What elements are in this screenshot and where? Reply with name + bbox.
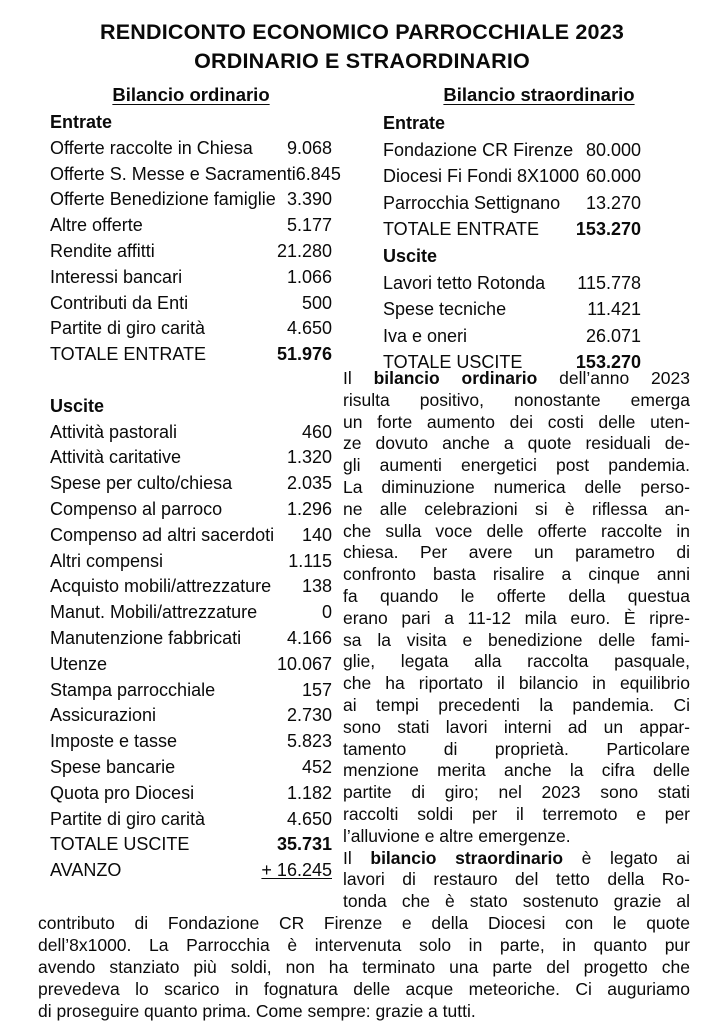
table-row xyxy=(50,858,332,884)
row-label: Uscite xyxy=(50,395,105,416)
row-label: Diocesi Fi Fondi 8X1000 xyxy=(383,166,580,187)
paragraph-line: sa la visita e benedizione delle fami- xyxy=(343,629,690,650)
table-row xyxy=(50,213,332,239)
row-value: 140 xyxy=(301,524,332,545)
row-value: 5.177 xyxy=(286,215,332,236)
heading-bilancio-ordinario: Bilancio ordinario xyxy=(112,84,270,105)
row-label: Compenso al parroco xyxy=(50,498,223,519)
row-label: Spese tecniche xyxy=(383,299,507,320)
row-label: Attività caritative xyxy=(50,447,182,468)
paragraph-line: ai tempi precedenti la pandemia. Ci xyxy=(343,694,690,715)
paragraph-line: Il bilancio straordinario è legato ai xyxy=(343,847,690,868)
paragraph-line: Il bilancio ordinario dell’anno 2023 xyxy=(343,368,690,388)
table-row xyxy=(50,342,332,368)
paragraph-line: che sulla voce delle offerte raccolte in xyxy=(343,520,690,541)
row-label: Partite di giro carità xyxy=(50,808,206,829)
table-row xyxy=(383,163,641,190)
paragraph-line: ze dovuto anche a quote residuali de- xyxy=(343,433,690,454)
section-header-row xyxy=(383,110,641,137)
paragraph-line: contributo di Fondazione CR Firenze e della Diocesi con le quote xyxy=(38,913,690,933)
table-row xyxy=(383,137,641,164)
table-row xyxy=(50,574,332,600)
table-row xyxy=(50,755,332,781)
row-label: Stampa parrocchiale xyxy=(50,679,216,700)
row-label: Entrate xyxy=(50,112,113,132)
paragraph-line: raccolti soldi per il terremoto e per xyxy=(343,803,690,824)
heading-bilancio-straordinario: Bilancio straordinario xyxy=(443,84,635,105)
row-value: 11.421 xyxy=(587,299,641,320)
table-row xyxy=(50,471,332,497)
paragraph-line: di proseguire quanto prima. Come sempre: grazie a tutti. xyxy=(38,1001,476,1021)
table-row xyxy=(50,162,341,188)
paragraph-line: tamento di proprietà. Particolare xyxy=(343,738,690,759)
table-row xyxy=(50,729,332,755)
table-row xyxy=(50,265,332,291)
section-header-row xyxy=(50,110,332,136)
row-label: TOTALE USCITE xyxy=(383,352,523,373)
narrative-bottom-paragraph xyxy=(38,912,690,1022)
row-label: Fondazione CR Firenze xyxy=(383,139,574,160)
row-value: 153.270 xyxy=(575,352,641,373)
row-label: Iva e oneri xyxy=(383,325,468,346)
row-value: 26.071 xyxy=(585,325,641,346)
row-value: 1.066 xyxy=(286,266,332,287)
section-header-row xyxy=(383,243,641,270)
paragraph-line: lavori di restauro del tetto della Ro- xyxy=(343,869,690,890)
row-label: Imposte e tasse xyxy=(50,731,178,752)
row-label: Altre offerte xyxy=(50,215,143,236)
document-title xyxy=(0,18,724,76)
row-label: Spese per culto/chiesa xyxy=(50,473,233,494)
table-row xyxy=(50,703,332,729)
row-label: Quota pro Diocesi xyxy=(50,782,195,803)
paragraph-line: La diminuzione numerica delle perso- xyxy=(343,476,690,497)
table-row xyxy=(50,600,332,626)
row-label: Acquisto mobili/attrezzature xyxy=(50,576,272,597)
paragraph-line: erano pari a 11-12 mila euro. È ripre- xyxy=(343,607,690,628)
row-label: Offerte S. Messe e Sacramenti xyxy=(50,163,296,184)
table-row xyxy=(50,497,332,523)
row-value: 10.067 xyxy=(276,653,332,674)
table-row xyxy=(50,239,332,265)
paragraph-line: un forte aumento dei costi delle uten- xyxy=(343,411,690,432)
table-row xyxy=(383,190,641,217)
row-label: Spese bancarie xyxy=(50,756,176,777)
row-value: 21.280 xyxy=(276,240,332,261)
table-row xyxy=(383,216,641,243)
row-label: Manutenzione fabbricati xyxy=(50,627,242,648)
table-row xyxy=(50,291,332,317)
row-value: 9.068 xyxy=(286,137,332,158)
table-row xyxy=(50,316,332,342)
row-label: Attività pastorali xyxy=(50,421,178,442)
table-bilancio-ordinario xyxy=(50,110,341,884)
row-value: 3.390 xyxy=(286,189,332,210)
paragraph-line: ne alle celebrazioni si è riflessa an- xyxy=(343,498,690,519)
table-row xyxy=(50,420,332,446)
row-label: Lavori tetto Rotonda xyxy=(383,272,546,293)
row-label: Rendite affitti xyxy=(50,240,155,261)
row-value: 35.731 xyxy=(276,834,332,855)
row-value: 13.270 xyxy=(585,192,641,213)
row-label: Uscite xyxy=(383,245,438,266)
row-label: Parrocchia Settignano xyxy=(383,192,561,213)
paragraph-line: menzione merita anche la cifra delle xyxy=(343,760,690,781)
paragraph-line: tonda che è stato sostenuto grazie al xyxy=(343,891,690,912)
paragraph-line: prevedeva lo scarico in fognatura delle acque meteoriche. Ci auguriamo xyxy=(38,979,690,999)
table-row xyxy=(383,270,641,297)
table-row xyxy=(50,652,332,678)
row-value: 1.115 xyxy=(288,550,332,571)
row-value: 2.035 xyxy=(286,473,332,494)
row-value: 60.000 xyxy=(585,166,641,187)
row-value: 6.845 xyxy=(295,163,341,184)
row-label: AVANZO xyxy=(50,860,122,881)
section-header-row xyxy=(50,394,332,420)
table-row xyxy=(50,549,332,575)
row-value: 80.000 xyxy=(585,139,641,160)
row-value: 1.320 xyxy=(286,447,332,468)
document-title-line1: RENDICONTO ECONOMICO PARROCCHIALE 2023 xyxy=(99,20,625,44)
row-value: 460 xyxy=(301,421,332,442)
row-value: 1.182 xyxy=(286,782,332,803)
table-row xyxy=(50,187,332,213)
paragraph-line: sono stati lavori interni ad un appar- xyxy=(343,716,690,737)
table-row xyxy=(50,626,332,652)
table-row xyxy=(50,136,332,162)
paragraph-line: glie, legata alla raccolta pasquale, xyxy=(343,651,690,672)
row-label: Altri compensi xyxy=(50,550,164,571)
paragraph-line: confronto basta risalire a cinque anni xyxy=(343,564,690,585)
paragraph-line: gli aumenti energetici post pandemia. xyxy=(343,455,690,476)
row-label: Compenso ad altri sacerdoti xyxy=(50,524,275,545)
row-label: TOTALE ENTRATE xyxy=(50,344,207,365)
row-label: Utenze xyxy=(50,653,108,674)
row-value: 0 xyxy=(321,602,332,623)
row-value: 1.296 xyxy=(286,498,332,519)
document-title-line2: ORDINARIO E STRAORDINARIO xyxy=(194,49,530,73)
row-value: 157 xyxy=(301,679,332,700)
paragraph-line: risulta positivo, nonostante emerga xyxy=(343,389,690,410)
row-label: Offerte Benedizione famiglie xyxy=(50,189,276,210)
row-value: 4.650 xyxy=(286,808,332,829)
table-row xyxy=(383,296,641,323)
table-row xyxy=(50,678,332,704)
row-label: Entrate xyxy=(383,113,446,133)
row-value: 500 xyxy=(301,292,332,313)
row-value: 115.778 xyxy=(577,272,641,293)
paragraph-line: l’alluvione e altre emergenze. xyxy=(343,825,571,846)
table-row xyxy=(50,781,332,807)
table-bilancio-straordinario xyxy=(383,110,641,376)
row-value: 138 xyxy=(301,576,332,597)
row-value: 51.976 xyxy=(276,344,332,365)
table-row xyxy=(50,523,332,549)
row-value: + 16.245 xyxy=(261,860,332,881)
row-value: 452 xyxy=(301,756,332,777)
table-row xyxy=(383,323,641,350)
row-label: Contributi da Enti xyxy=(50,292,189,313)
paragraph-line: che ha riportato il bilancio in equilibrio xyxy=(343,673,690,694)
row-value: 4.650 xyxy=(286,318,332,339)
paragraph-line: dell’8x1000. La Parrocchia è intervenuta solo in parte, in quanto pur xyxy=(38,935,690,955)
paragraph-line: chiesa. Per avere un parametro di xyxy=(343,542,690,563)
row-value: 2.730 xyxy=(286,705,332,726)
table-row xyxy=(50,807,332,833)
paragraph-line: fa quando le offerte della questua xyxy=(343,585,690,606)
row-label: Interessi bancari xyxy=(50,266,183,287)
row-value: 4.166 xyxy=(286,627,332,648)
row-label: Partite di giro carità xyxy=(50,318,206,339)
paragraph-line: partite di giro; nel 2023 sono stati xyxy=(343,782,690,803)
paragraph-line: avendo stanziato più soldi, non ha terminato una parte del progetto che xyxy=(38,957,690,977)
row-label: Assicurazioni xyxy=(50,705,157,726)
row-label: TOTALE ENTRATE xyxy=(383,219,540,240)
narrative-column-paragraph xyxy=(343,368,690,913)
table-row xyxy=(50,445,332,471)
row-label: Offerte raccolte in Chiesa xyxy=(50,137,253,158)
spacer-row xyxy=(50,368,332,394)
row-label: TOTALE USCITE xyxy=(50,834,190,855)
row-value: 5.823 xyxy=(286,731,332,752)
row-label: Manut. Mobili/attrezzature xyxy=(50,602,258,623)
row-value: 153.270 xyxy=(575,219,641,240)
table-row xyxy=(50,832,332,858)
